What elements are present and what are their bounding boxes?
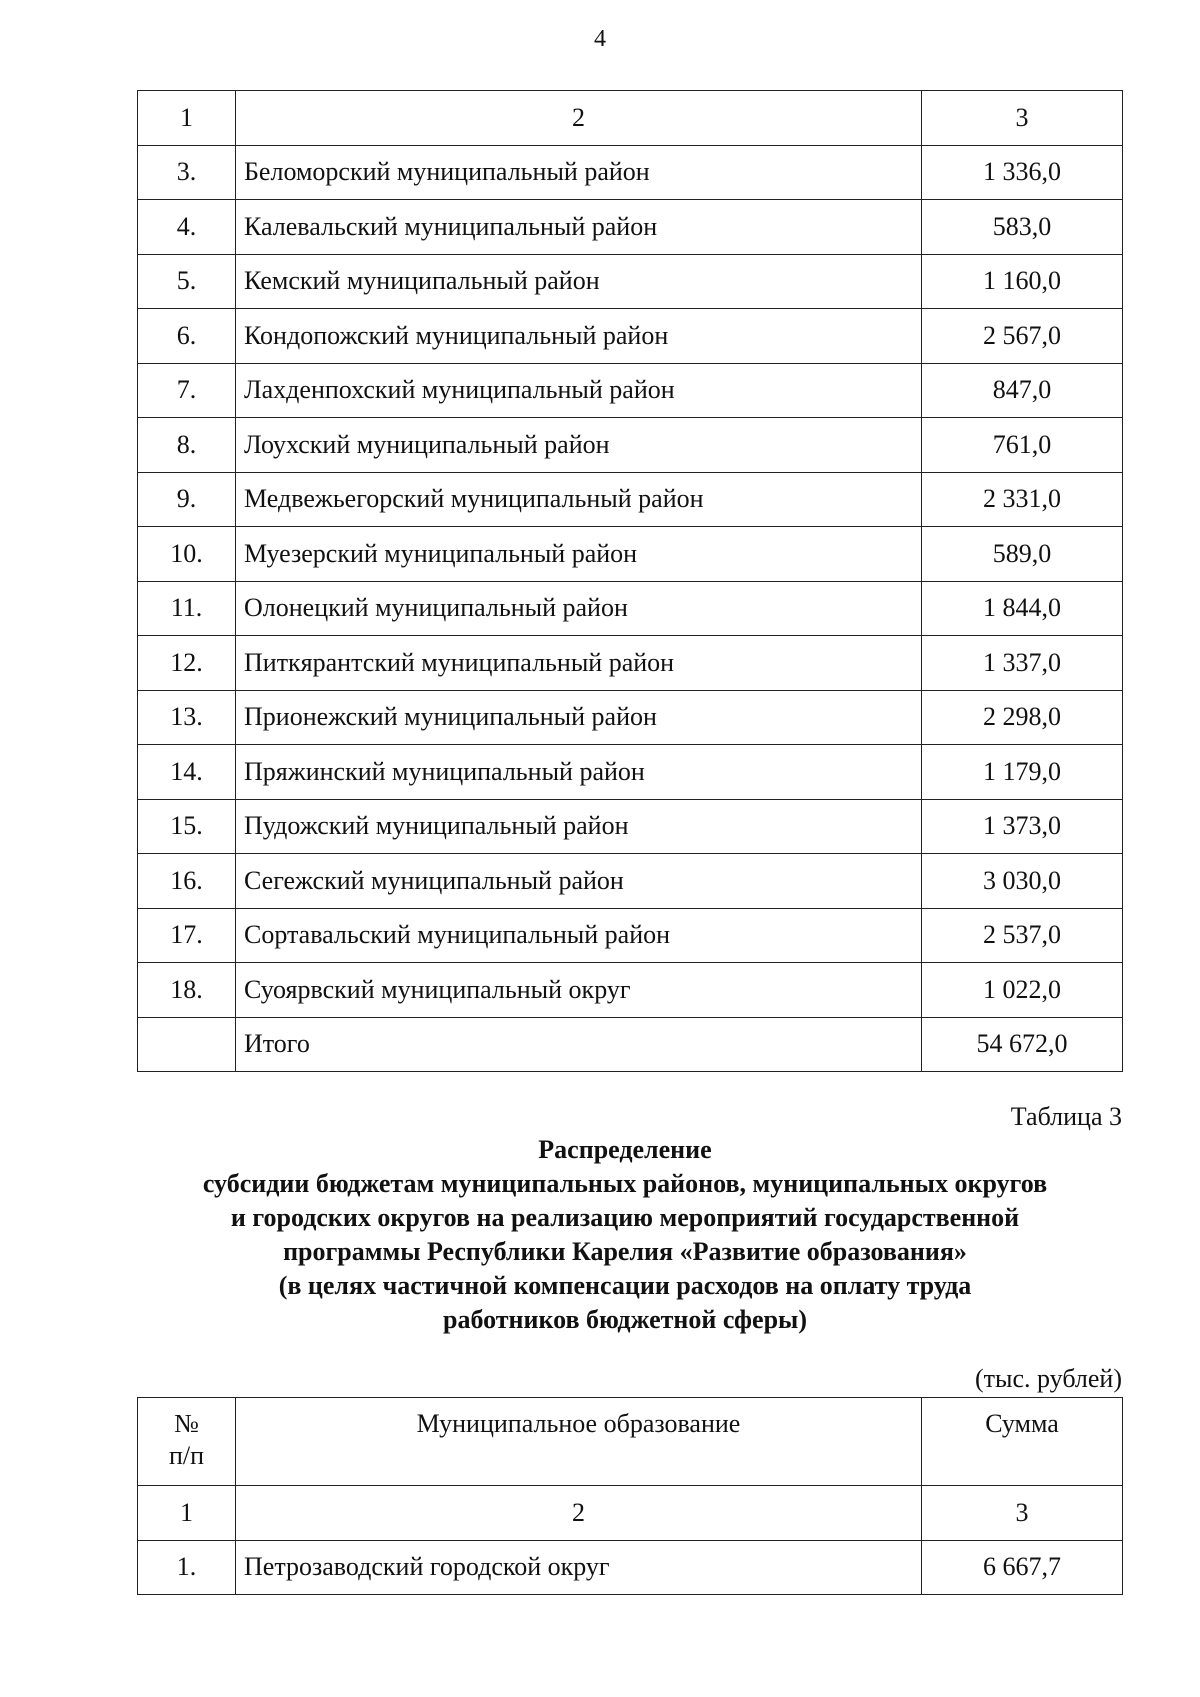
row-number-cell: 7.	[138, 363, 236, 418]
row-number-cell: 13.	[138, 690, 236, 745]
sum-cell: 589,0	[922, 527, 1123, 582]
table-row	[138, 908, 1123, 963]
table-row	[138, 200, 1123, 255]
header-row	[138, 1398, 1123, 1486]
sum-cell: 6 667,7	[922, 1540, 1123, 1595]
sum-cell: 2 298,0	[922, 690, 1123, 745]
sum-cell: 1 844,0	[922, 581, 1123, 636]
row-number-cell: 6.	[138, 309, 236, 364]
sum-cell: 583,0	[922, 200, 1123, 255]
sum-cell: 2 331,0	[922, 472, 1123, 527]
municipality-cell: Петрозаводский городской округ	[236, 1540, 922, 1595]
sum-cell: 1 160,0	[922, 254, 1123, 309]
table-row	[138, 745, 1123, 800]
header-cell-number	[138, 1398, 236, 1486]
column-number-cell: 2	[236, 1486, 922, 1541]
row-number-cell: 18.	[138, 963, 236, 1018]
municipality-cell: Пряжинский муниципальный район	[236, 745, 922, 800]
sum-cell: 54 672,0	[922, 1017, 1123, 1072]
municipality-cell: Кемский муниципальный район	[236, 254, 922, 309]
units-note: (тыс. рублей)	[974, 1364, 1122, 1393]
table-body	[138, 1398, 1123, 1595]
heading-line: и городских округов на реализацию мероприятий государственной	[230, 1203, 1020, 1232]
row-number-cell: 15.	[138, 799, 236, 854]
row-number-cell: 8.	[138, 418, 236, 473]
header-number-abbrev: п/п	[168, 1441, 205, 1470]
table-row	[138, 145, 1123, 200]
municipality-cell: Медвежьегорский муниципальный район	[236, 472, 922, 527]
sum-cell: 1 022,0	[922, 963, 1123, 1018]
row-number-cell: 9.	[138, 472, 236, 527]
municipality-cell: Пудожский муниципальный район	[236, 799, 922, 854]
column-number-cell: 1	[138, 1486, 236, 1541]
row-number-cell: 3.	[138, 145, 236, 200]
sum-cell: 1 179,0	[922, 745, 1123, 800]
municipality-cell: Лахденпохский муниципальный район	[236, 363, 922, 418]
sum-cell: 1 373,0	[922, 799, 1123, 854]
heading-line: Распределение	[538, 1135, 712, 1164]
table-row	[138, 799, 1123, 854]
municipality-cell: Итого	[236, 1017, 922, 1072]
distribution-table-continued	[137, 90, 1123, 1072]
row-number-cell: 11.	[138, 581, 236, 636]
row-number-cell: 5.	[138, 254, 236, 309]
table-label: Таблица 3	[1010, 1102, 1122, 1131]
table-row	[138, 636, 1123, 691]
table-body	[138, 91, 1123, 1072]
sum-cell: 3 030,0	[922, 854, 1123, 909]
row-number-cell: 17.	[138, 908, 236, 963]
table-row	[138, 418, 1123, 473]
column-number-cell: 3	[922, 91, 1123, 146]
table-row	[138, 527, 1123, 582]
distribution-table-3	[137, 1397, 1123, 1595]
header-cell-sum: Сумма	[922, 1398, 1123, 1486]
header-number-sign: №	[174, 1409, 199, 1438]
sum-cell: 1 336,0	[922, 145, 1123, 200]
table-row	[138, 254, 1123, 309]
table-row	[138, 1540, 1123, 1595]
municipality-cell: Суоярвский муниципальный округ	[236, 963, 922, 1018]
table-row	[138, 963, 1123, 1018]
heading-line: программы Республики Карелия «Развитие образования»	[283, 1237, 967, 1266]
column-number-cell: 3	[922, 1486, 1123, 1541]
municipality-cell: Муезерский муниципальный район	[236, 527, 922, 582]
header-cell-municipality: Муниципальное образование	[236, 1398, 922, 1486]
sum-cell: 761,0	[922, 418, 1123, 473]
municipality-cell: Прионежский муниципальный район	[236, 690, 922, 745]
table-row	[138, 1017, 1123, 1072]
row-number-cell: 4.	[138, 200, 236, 255]
column-number-row	[138, 91, 1123, 146]
sum-cell: 2 567,0	[922, 309, 1123, 364]
page-number: 4	[594, 26, 606, 52]
row-number-cell: 10.	[138, 527, 236, 582]
heading-line: (в целях частичной компенсации расходов на оплату труда	[278, 1271, 972, 1300]
row-number-cell: 1.	[138, 1540, 236, 1595]
table-row	[138, 581, 1123, 636]
municipality-cell: Лоухский муниципальный район	[236, 418, 922, 473]
heading-line: субсидии бюджетам муниципальных районов, муниципальных округов	[202, 1169, 1048, 1198]
municipality-cell: Олонецкий муниципальный район	[236, 581, 922, 636]
municipality-cell: Питкярантский муниципальный район	[236, 636, 922, 691]
column-number-cell: 1	[138, 91, 236, 146]
table-row	[138, 363, 1123, 418]
row-number-cell	[138, 1017, 236, 1072]
column-number-cell: 2	[236, 91, 922, 146]
municipality-cell: Сегежский муниципальный район	[236, 854, 922, 909]
heading-line: работников бюджетной сферы)	[443, 1305, 807, 1334]
municipality-cell: Беломорский муниципальный район	[236, 145, 922, 200]
table-row	[138, 690, 1123, 745]
column-number-row	[138, 1486, 1123, 1541]
municipality-cell: Сортавальский муниципальный район	[236, 908, 922, 963]
sum-cell: 2 537,0	[922, 908, 1123, 963]
municipality-cell: Кондопожский муниципальный район	[236, 309, 922, 364]
row-number-cell: 16.	[138, 854, 236, 909]
table-row	[138, 472, 1123, 527]
sum-cell: 1 337,0	[922, 636, 1123, 691]
table-row	[138, 309, 1123, 364]
sum-cell: 847,0	[922, 363, 1123, 418]
table-heading	[0, 1133, 1200, 1337]
table-row	[138, 854, 1123, 909]
row-number-cell: 14.	[138, 745, 236, 800]
row-number-cell: 12.	[138, 636, 236, 691]
municipality-cell: Калевальский муниципальный район	[236, 200, 922, 255]
